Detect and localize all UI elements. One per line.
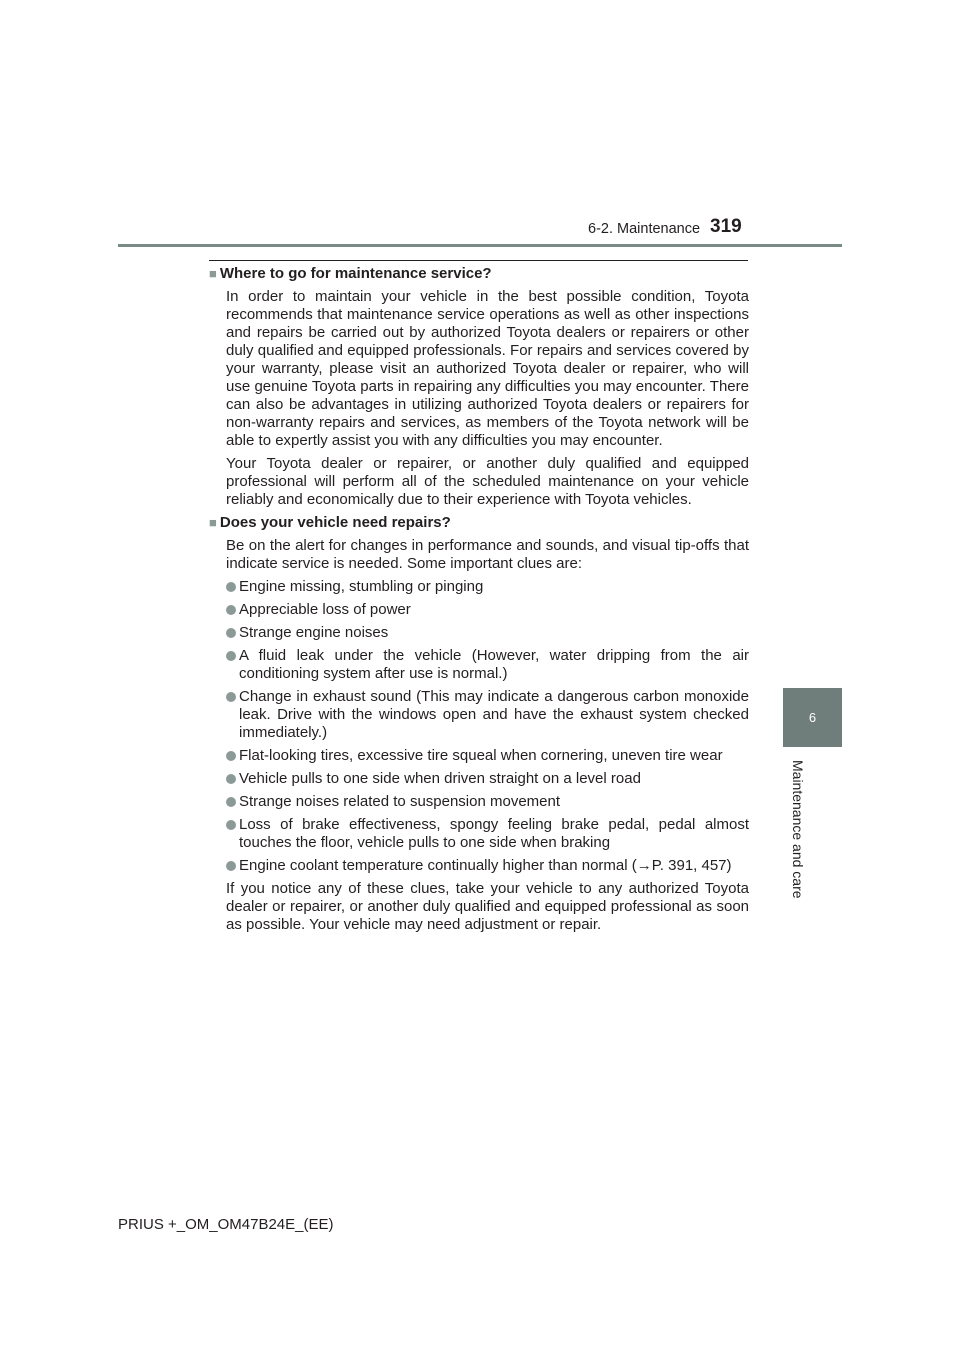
header-rule — [118, 244, 842, 247]
section-heading-text: Does your vehicle need repairs? — [219, 514, 451, 531]
paragraph: Be on the alert for changes in performance and sounds, and visual tip-offs that indicate service is needed. Some important clues are: — [226, 537, 749, 572]
circle-bullet-icon — [226, 797, 236, 807]
chapter-number: 6 — [808, 710, 817, 725]
list-item: Flat-looking tires, excessive tire squeal when cornering, uneven tire wear — [226, 747, 749, 765]
list-item: Loss of brake effectiveness, spongy feeling brake pedal, pedal almost touches the floor, vehicle pulls to one side when braking — [226, 816, 749, 852]
chapter-title: Maintenance and care — [790, 760, 806, 899]
clue-list — [209, 578, 749, 875]
chapter-tab[interactable] — [783, 688, 842, 747]
circle-bullet-icon — [226, 692, 236, 702]
list-item: Appreciable loss of power — [226, 601, 749, 619]
page-number: 319 — [710, 216, 742, 237]
circle-bullet-icon — [226, 628, 236, 638]
section-heading — [209, 514, 749, 532]
list-item: Engine coolant temperature continually higher than normal (→P. 391, 457) — [226, 857, 749, 875]
list-item: Strange noises related to suspension movement — [226, 793, 749, 811]
paragraph: Your Toyota dealer or repairer, or another duly qualified and equipped professional will perform all of the scheduled maintenance on your vehicle reliably and economically due to their experience with Toyota vehicles. — [226, 455, 749, 508]
list-item: Strange engine noises — [226, 624, 749, 642]
circle-bullet-icon — [226, 605, 236, 615]
paragraph: If you notice any of these clues, take your vehicle to any authorized Toyota dealer or repairer, or another duly qualified and equipped professional as soon as possible. Your vehicle may need adjustment or repair. — [226, 880, 749, 933]
circle-bullet-icon — [226, 651, 236, 661]
list-item: Engine missing, stumbling or pinging — [226, 578, 749, 596]
circle-bullet-icon — [226, 861, 236, 871]
circle-bullet-icon — [226, 820, 236, 830]
square-bullet-icon: ■ — [209, 266, 217, 281]
paragraph: In order to maintain your vehicle in the best possible condition, Toyota recommends that maintenance service operations as well as other inspections and repairs be carried out by authorized Toyota dealers or repairers or other duly qualified and equipped professionals. For repairs and services covered by your warranty, please visit an authorized Toyota dealer or repairer, who will use genuine Toyota parts in repairing any difficulties you may encounter. There can also be advantages in utilizing authorized Toyota dealers or repairers for non-warranty repairs and services, as members of the Toyota network will be able to expertly assist you with any difficulties you may encounter. — [226, 288, 749, 449]
list-item: Vehicle pulls to one side when driven straight on a level road — [226, 770, 749, 788]
section-heading — [209, 265, 749, 283]
circle-bullet-icon — [226, 751, 236, 761]
circle-bullet-icon — [226, 774, 236, 784]
list-item: A fluid leak under the vehicle (However, water dripping from the air conditioning system after use is normal.) — [226, 647, 749, 683]
page-content — [209, 265, 749, 939]
document-code: PRIUS +_OM_OM47B24E_(EE) — [118, 1216, 334, 1233]
circle-bullet-icon — [226, 582, 236, 592]
section-heading-text: Where to go for maintenance service? — [219, 265, 492, 282]
square-bullet-icon: ■ — [209, 515, 217, 530]
section-title: 6-2. Maintenance — [588, 221, 701, 237]
list-item: Change in exhaust sound (This may indicate a dangerous carbon monoxide leak. Drive with the windows open and have the exhaust system checked immediately.) — [226, 688, 749, 742]
content-top-rule — [209, 260, 748, 261]
